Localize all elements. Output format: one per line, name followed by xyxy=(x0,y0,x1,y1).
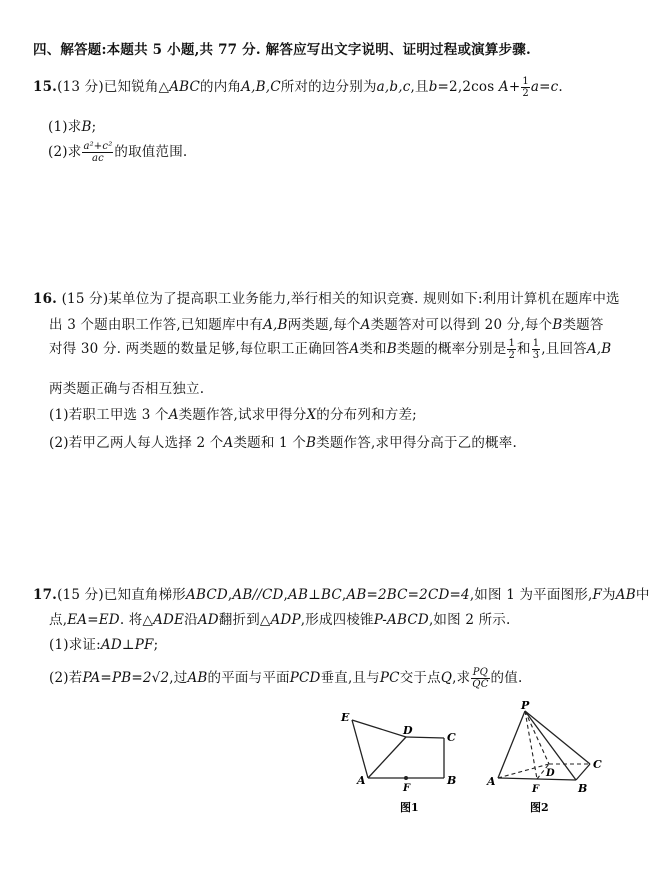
figure-2-hidden-lines xyxy=(498,711,590,779)
q17-part1-text: ; xyxy=(153,637,159,653)
q16-text: 某单位为了提高职工业务能力,举行相关的知识竞赛. 规则如下:利用计算机在题库中选 xyxy=(108,291,620,307)
q17-part2-math: PCD xyxy=(289,670,321,686)
q17-part2-math: Q xyxy=(440,670,453,686)
edge-PF xyxy=(525,711,537,779)
q17-part2-math: AB xyxy=(187,670,208,686)
q15-text: 已知锐角△ xyxy=(103,79,170,95)
q16-part2-text: 类题和 1 个 xyxy=(233,435,307,451)
fraction-numerator: 1 xyxy=(522,76,529,87)
q15-math: =2,2cos xyxy=(437,79,495,95)
q15-math: ABC xyxy=(169,79,201,95)
q17-math: AB xyxy=(615,587,636,603)
fraction-numerator: PQ xyxy=(472,667,489,678)
q17-part1-text: (1)求证: xyxy=(49,637,101,653)
edge-DC xyxy=(406,737,444,738)
q17-line2 xyxy=(49,608,511,628)
q16-line4: 两类题正确与否相互独立. xyxy=(49,381,205,397)
q16-math: A,B xyxy=(586,341,612,357)
q16-number: 16. xyxy=(33,291,58,307)
q15-part1 xyxy=(48,115,96,135)
q16-text: 类和 xyxy=(359,341,387,357)
q17-number: 17. xyxy=(33,587,58,603)
label-A2: A xyxy=(487,775,496,788)
fraction-denominator: ac xyxy=(91,153,104,164)
edge-PD xyxy=(525,711,549,764)
q17-math: ADE xyxy=(153,612,185,628)
q15-part1-text: (1)求 xyxy=(48,119,82,135)
q16-part1-text: 的分布列和方差; xyxy=(316,407,417,423)
q16-text: 出 3 个题由职工作答,已知题库中有 xyxy=(49,317,264,333)
edge-PC xyxy=(525,711,590,764)
q17-part2-text: ,求 xyxy=(452,670,471,686)
label-F: F xyxy=(403,783,411,794)
q17-math: AB=2BC=2CD=4 xyxy=(346,587,470,603)
edge-BC xyxy=(576,764,590,780)
q16-math: A xyxy=(349,341,360,357)
q17-math: EA=ED xyxy=(67,612,120,628)
q15-math: A xyxy=(498,79,509,95)
figure-1-lines xyxy=(352,720,444,778)
q17-text: ,如图 1 为平面图形, xyxy=(469,587,593,603)
q17-text: , xyxy=(341,587,347,603)
q17-part2-math: PC xyxy=(379,670,400,686)
q17-part2-text: 的平面与平面 xyxy=(207,670,290,686)
q16-fraction-third xyxy=(532,338,541,361)
figure-1-caption: 图1 xyxy=(400,801,419,814)
edge-PA xyxy=(498,711,525,778)
q17-text: 翻折到△ xyxy=(218,612,271,628)
q16-line3 xyxy=(49,337,611,361)
edge-FD xyxy=(537,764,549,779)
section-header: 四、解答题:本题共 5 小题,共 77 分. 解答应写出文字说明、证明过程或演算步骤. xyxy=(33,42,531,58)
q16-text: 类题的概率分别是 xyxy=(396,341,507,357)
label-A: A xyxy=(357,774,366,787)
q15-part1-text: ; xyxy=(91,119,97,135)
q16-fraction-half xyxy=(507,338,516,361)
figure-2-lines xyxy=(498,711,590,780)
edge-DA xyxy=(368,737,406,778)
q15-number: 15. xyxy=(33,79,58,95)
q17-part2-text: 的值. xyxy=(490,670,523,686)
q17-part2-text: 交于点 xyxy=(399,670,441,686)
q17-text: ,形成四棱锥 xyxy=(300,612,374,628)
q16-part1-math: X xyxy=(306,407,317,423)
edge-EA xyxy=(352,720,368,778)
edge-PB xyxy=(525,711,576,780)
q16-part1-math: A xyxy=(168,407,179,423)
label-C2: C xyxy=(593,758,602,771)
q15-part2-text: 的取值范围. xyxy=(114,144,188,160)
q15-part2-fraction xyxy=(82,141,113,164)
q16-part1-text: (1)若职工甲选 3 个 xyxy=(49,407,169,423)
q17-part2-text: ,过 xyxy=(169,670,188,686)
q15-math: + xyxy=(508,79,521,95)
q16-math: A xyxy=(360,317,371,333)
point-F xyxy=(404,776,408,780)
label-P: P xyxy=(521,699,530,712)
fraction-numerator: a²+c² xyxy=(83,141,113,152)
q17-math: AB⊥BC xyxy=(288,587,342,603)
q15-stem xyxy=(33,75,563,99)
edge-AD xyxy=(498,764,549,778)
q15-part2-text: (2)求 xyxy=(48,144,82,160)
label-E: E xyxy=(341,711,350,724)
q17-math: AB//CD xyxy=(232,587,284,603)
q16-part1-text: 类题作答,试求甲得分 xyxy=(178,407,307,423)
q15-score: (13 分) xyxy=(57,79,104,95)
q16-part2 xyxy=(49,431,517,451)
q15-half-fraction xyxy=(521,76,530,99)
q17-math: ADP xyxy=(270,612,301,628)
q15-text: ,且 xyxy=(410,79,429,95)
q17-part2-text: 垂直,且与 xyxy=(320,670,380,686)
fraction-denominator: 2 xyxy=(522,88,529,99)
label-B2: B xyxy=(578,782,588,795)
q17-part2 xyxy=(49,666,522,690)
label-B: B xyxy=(447,774,457,787)
q16-text: 类题答对可以得到 20 分,每个 xyxy=(370,317,553,333)
q17-part2-fraction xyxy=(471,667,489,690)
fraction-denominator: 3 xyxy=(532,350,540,361)
q16-line1 xyxy=(33,287,620,307)
q17-part2-text: (2)若 xyxy=(49,670,83,686)
q16-math: B xyxy=(552,317,563,333)
fraction-numerator: 1 xyxy=(508,338,515,349)
q17-text: , xyxy=(227,587,233,603)
fraction-denominator: QC xyxy=(472,679,489,690)
q17-math: F xyxy=(592,587,603,603)
q17-math: AD xyxy=(197,612,219,628)
label-C: C xyxy=(447,731,456,744)
figure-2-caption: 图2 xyxy=(530,801,549,814)
q17-math: P-ABCD xyxy=(373,612,429,628)
q16-text: 对得 30 分. 两类题的数量足够,每位职工正确回答 xyxy=(49,341,350,357)
label-D: D xyxy=(403,724,413,737)
q17-text: 为 xyxy=(602,587,616,603)
q16-text: 两类题,每个 xyxy=(287,317,361,333)
q15-math: b xyxy=(428,79,438,95)
q16-part2-text: (2)若甲乙两人每人选择 2 个 xyxy=(49,435,224,451)
label-D2: D xyxy=(546,768,555,779)
q15-part1-math: B xyxy=(81,119,92,135)
fraction-numerator: 1 xyxy=(532,338,540,349)
q16-part1 xyxy=(49,403,417,423)
q17-text: . 将△ xyxy=(119,612,154,628)
q15-math: a xyxy=(530,79,540,95)
q16-part2-text: 类题作答,求甲得分高于乙的概率. xyxy=(316,435,517,451)
q16-math: B xyxy=(386,341,397,357)
q16-score: (15 分) xyxy=(61,291,109,307)
q16-line2 xyxy=(49,313,604,333)
edge-ED xyxy=(352,720,406,737)
q17-text: 中 xyxy=(635,587,650,603)
q17-text: ,如图 2 所示. xyxy=(428,612,511,628)
q15-text: 的内角 xyxy=(200,79,242,95)
q17-line1 xyxy=(33,583,650,603)
label-F2: F xyxy=(532,784,540,795)
q16-part2-math: A xyxy=(223,435,234,451)
q17-score: (15 分) xyxy=(57,587,104,603)
q15-math: c xyxy=(550,79,559,95)
edge-AB xyxy=(498,778,576,780)
q15-text: 所对的边分别为 xyxy=(280,79,377,95)
q16-part2-math: B xyxy=(306,435,317,451)
q15-math: a,b,c xyxy=(376,79,411,95)
fraction-denominator: 2 xyxy=(508,350,515,361)
q17-part2-math: PA=PB=2√2 xyxy=(82,670,170,686)
q17-text: 沿 xyxy=(184,612,198,628)
q17-text: 已知直角梯形 xyxy=(103,587,186,603)
q17-text: , xyxy=(283,587,288,603)
q15-text: . xyxy=(558,79,563,95)
q17-math: ABCD xyxy=(186,587,228,603)
q17-part1 xyxy=(49,633,158,653)
q16-text: 和 xyxy=(517,341,531,357)
q17-part1-math: AD⊥PF xyxy=(100,637,154,653)
q15-math: = xyxy=(539,79,551,95)
q16-math: A,B xyxy=(263,317,288,333)
q16-text: ,且回答 xyxy=(541,341,587,357)
q15-part2 xyxy=(48,140,187,164)
q16-text: 类题答 xyxy=(562,317,604,333)
q15-math: A,B,C xyxy=(241,79,281,95)
q17-text: 点, xyxy=(49,612,68,628)
